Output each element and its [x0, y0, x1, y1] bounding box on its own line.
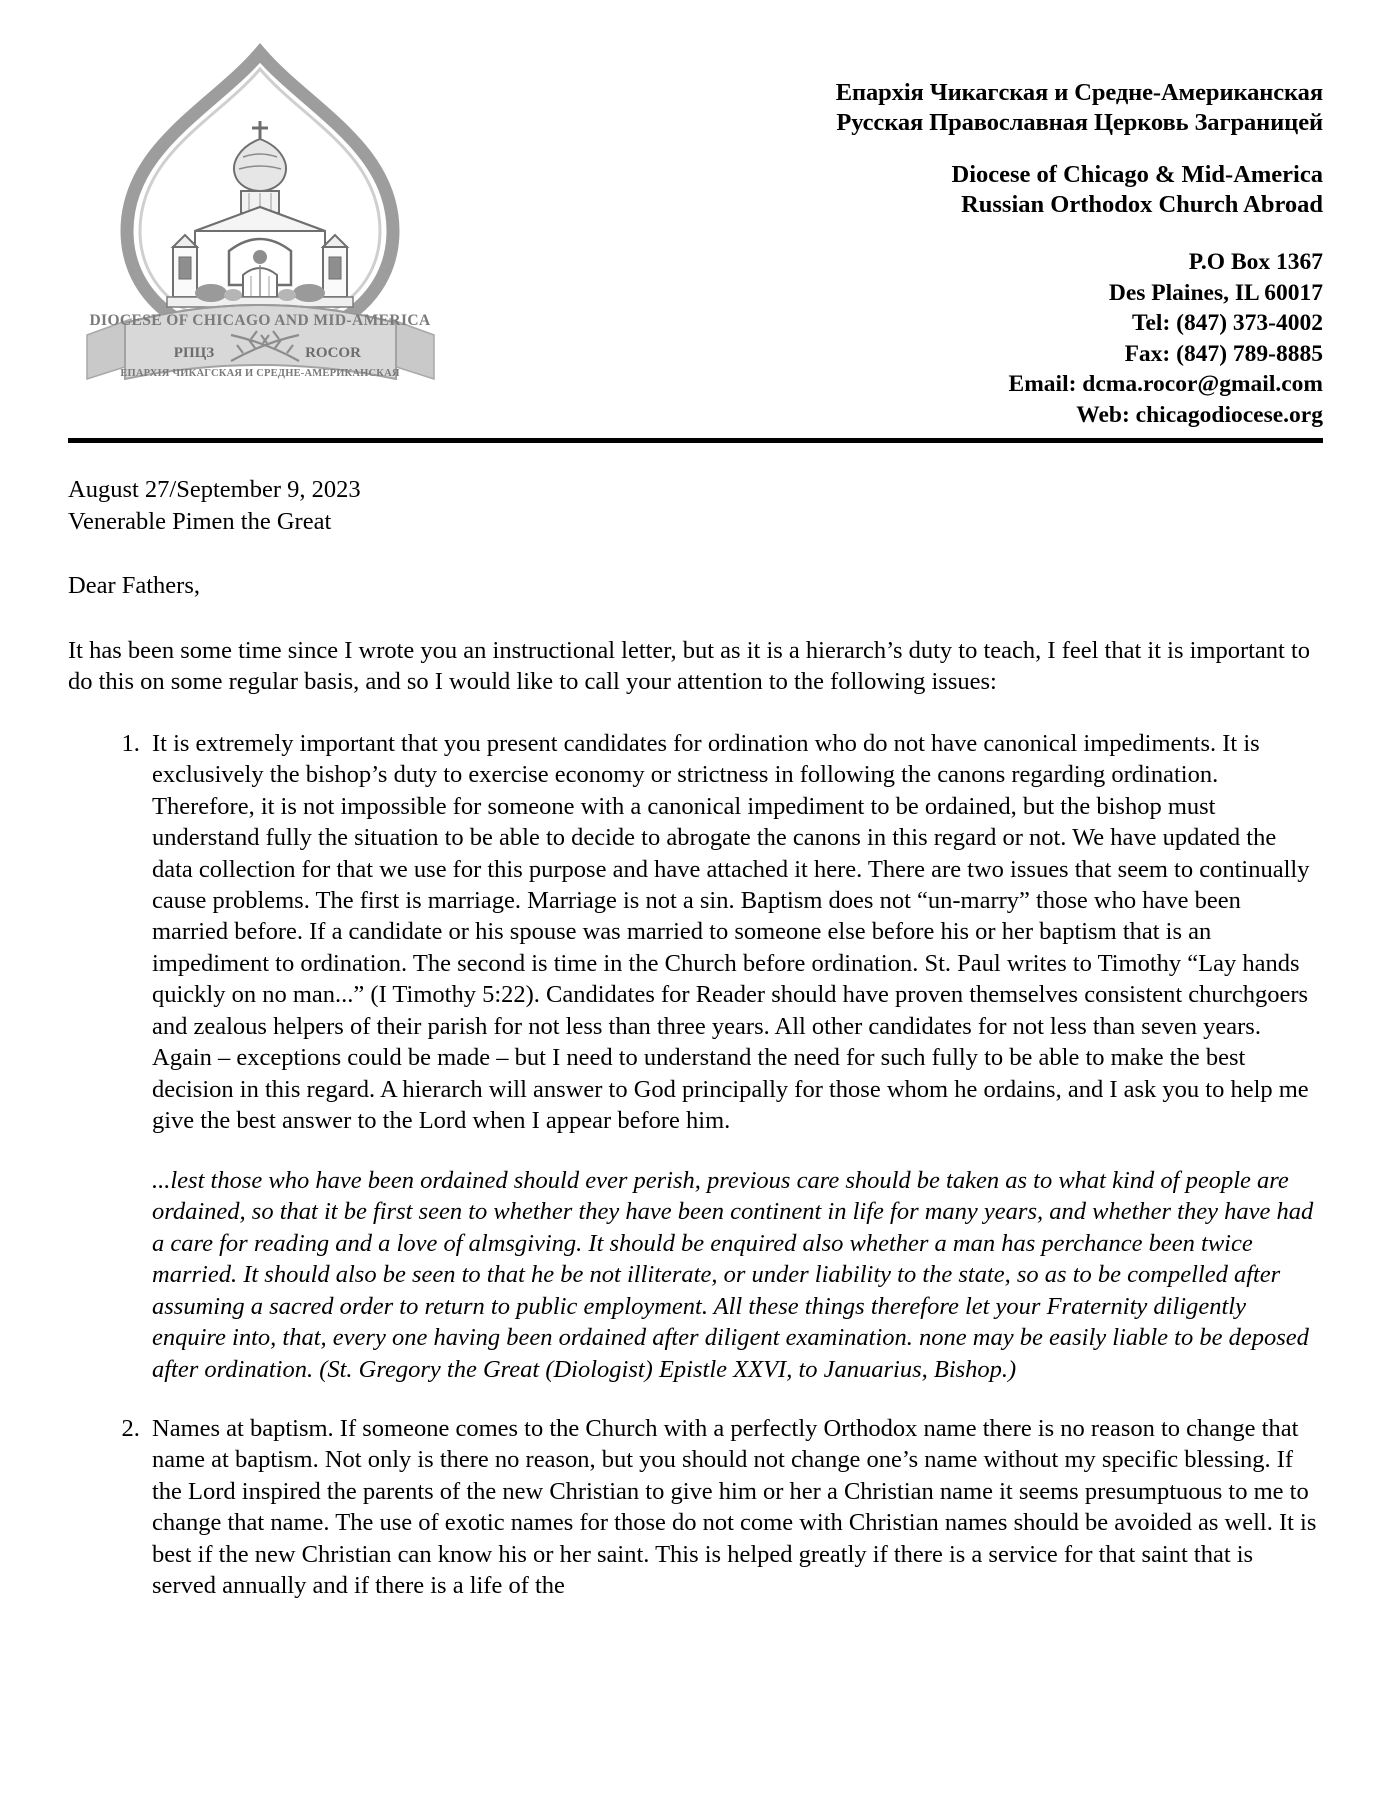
letter-numbered-list: [68, 728, 1323, 1602]
list-item: [146, 1413, 1323, 1602]
letterhead: [0, 0, 1391, 430]
letterhead-text: [463, 30, 1323, 430]
list-item: [146, 728, 1323, 1385]
diocese-emblem-icon: [63, 35, 458, 380]
logo-banner-top: DIOCESE OF CHICAGO AND MID-AMERICA: [89, 312, 431, 329]
letterhead-english-line-1: Diocese of Chicago & Mid-America: [951, 160, 1323, 188]
letter-date: August 27/September 9, 2023: [68, 476, 361, 504]
letterhead-russian-line-1: Епархія Чикагская и Средне-Американская: [835, 79, 1323, 106]
letter-feast-day: Venerable Pimen the Great: [68, 507, 332, 535]
contact-city-state-zip: Des Plaines, IL 60017: [1108, 279, 1323, 306]
letterhead-divider: [68, 438, 1323, 443]
contact-po-box: P.O Box 1367: [1188, 249, 1323, 275]
list-item-text: 2. Names at baptism. If someone comes to the Church with a perfectly Orthodox name there is no reason to change that name at baptism. Not only is there no reason, but you should not change one’s name without my specific blessing. If the Lord inspired the parents of the new Christian to give him or her a Christian name it seems presumptuous to me to change that name. The use of exotic names for those do not come with Christian names should be avoided as well. It is best if the new Christian can know his or her saint. This is helped greatly if there is a service for that saint that is served annually and if there is a life of the: [152, 1415, 1317, 1600]
contact-website[interactable]: Web: chicagodiocese.org: [1076, 401, 1323, 428]
letter-body: [0, 474, 1391, 1602]
letter-datestamp: [68, 474, 1323, 537]
list-item-text: 1. It is extremely important that you present candidates for ordination who do not have canonical impediments. It is exclusively the bishop’s duty to exercise economy or strictness in following the canons regarding ordination. Therefore, it is not impossible for someone with a canonical impediment to be ordained, but the bishop must understand fully the situation to be able to decide to abrogate the canons in this regard or not. We have updated the data collection for that we use for this purpose and have attached it here. There are two issues that seem to continually cause problems. The first is marriage. Marriage is not a sin. Baptism does not “un-marry” those who have been married before. If a candidate or his spouse was married to someone else before his or her baptism that is an impediment to ordination. The second is time in the Church before ordination. St. Paul writes to Timothy “Lay hands quickly on no man...” (I Timothy 5:22). Candidates for Reader should have proven themselves consistent churchgoers and zealous helpers of their parish for not less than three years. All other candidates for not less than seven years. Again – exceptions could be made – but I need to understand the need for such fully to be able to make the best decision in this regard. A hierarch will answer to God principally for those whom he ordains, and I ask you to help me give the best answer to the Lord when I appear before him.: [152, 729, 1310, 1135]
contact-fax: Fax: (847) 789-8885: [1124, 340, 1323, 367]
logo-banner-bottom: ЕПАРХІЯ ЧИКАГСКАЯ И СРЕДНЕ-АМЕРИКАНСКАЯ: [120, 368, 400, 379]
contact-email[interactable]: Email: dcma.rocor@gmail.com: [1008, 371, 1323, 398]
diocese-emblem-logo: [68, 30, 463, 379]
logo-abbrev-right: ROCOR: [305, 345, 361, 361]
list-item-quotation: ...lest those who have been ordained should ever perish, previous care should be taken as to what kind of people are ordained, so that it be first seen to whether they have been continent in life for many years, and whether they have had a care for reading and a love of almsgiving. It should be enquired also whether a man has perchance been twice married. It should also be seen to that he be not illiterate, or under liability to the state, so as to be compelled after assuming a sacred order to return to public employment. All these things therefore let your Fraternity diligently enquire into, that, every one having been ordained after diligent examination. none may be easily liable to be deposed after ordination. (St. Gregory the Great (Diologist) Epistle XXVI, to Januarius, Bishop.): [152, 1166, 1314, 1383]
letterhead-russian-line-2: Русская Православная Церковь Заграницей: [836, 108, 1323, 136]
logo-abbrev-left: РПЦЗ: [173, 345, 215, 361]
contact-telephone: Tel: (847) 373-4002: [1131, 310, 1323, 337]
letter-salutation: Dear Fathers,: [68, 572, 200, 600]
letterhead-contact-block: [463, 247, 1323, 430]
letter-intro-paragraph: It has been some time since I wrote you an instructional letter, but as it is a hierarch’s duty to teach, I feel that it is important to do this on some regular basis, and so I would like to call your attention to the following issues:: [68, 636, 1311, 696]
letterhead-english-line-2: Russian Orthodox Church Abroad: [961, 191, 1323, 219]
